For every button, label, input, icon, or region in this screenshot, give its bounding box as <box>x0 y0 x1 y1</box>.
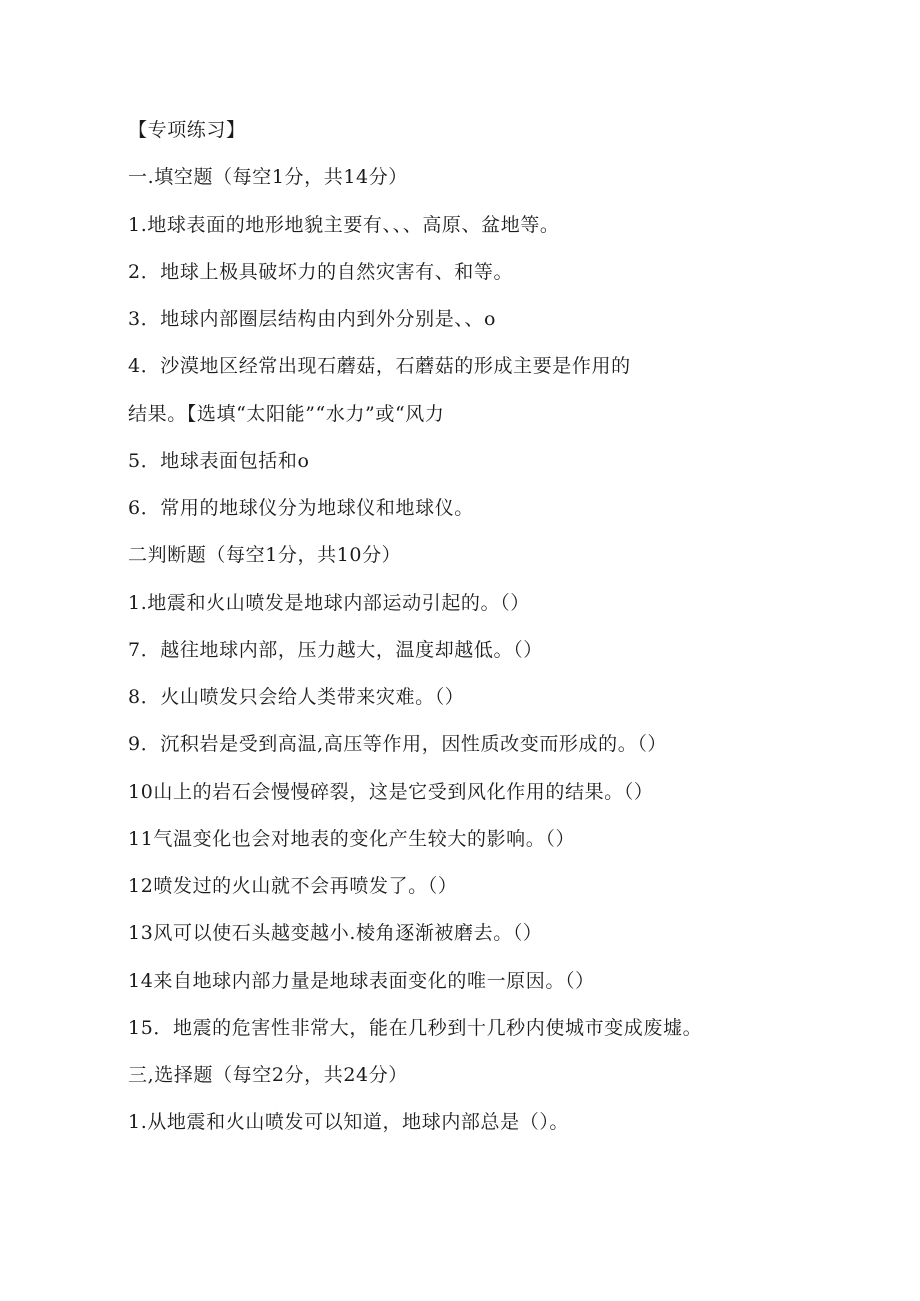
true-false-question-12: 12喷发过的火山就不会再喷发了。（） <box>128 875 458 897</box>
true-false-question-10: 10山上的岩石会慢慢碎裂，这是它受到风化作用的结果。（） <box>128 781 654 803</box>
true-false-question-9: 9．沉积岩是受到高温,高压等作用，因性质改变而形成的。（） <box>128 733 668 755</box>
true-false-question-15: 15．地震的危害性非常大，能在几秒到十几秒内使城市变成废墟。 <box>128 1017 703 1039</box>
true-false-question-1: 1.地震和火山喷发是地球内部运动引起的。（） <box>128 592 530 614</box>
true-false-question-11: 11气温变化也会对地表的变化产生较大的影响。（） <box>128 828 576 850</box>
true-false-question-14: 14来自地球内部力量是地球表面变化的唯一原因。（） <box>128 970 595 992</box>
fill-blank-question-2: 2．地球上极具破坏力的自然灾害有、和等。 <box>128 261 514 283</box>
true-false-question-7: 7．越往地球内部，压力越大，温度却越低。（） <box>128 639 543 661</box>
section-1-title: 一.填空题（每空1分，共14分） <box>128 166 408 188</box>
fill-blank-question-3: 3．地球内部圈层结构由内到外分别是、、o <box>128 308 497 330</box>
true-false-question-8: 8．火山喷发只会给人类带来灾难。（） <box>128 686 465 708</box>
document-heading: 【专项练习】 <box>128 119 246 141</box>
multiple-choice-question-1: 1.从地震和火山喷发可以知道，地球内部总是（）。 <box>128 1111 570 1133</box>
fill-blank-question-1: 1.地球表面的地形地貌主要有、、、高原、盆地等。 <box>128 214 560 236</box>
section-2-title: 二判断题（每空1分，共10分） <box>128 544 402 566</box>
fill-blank-question-4: 4．沙漠地区经常出现石蘑菇，石蘑菇的形成主要是作用的 <box>128 355 631 377</box>
true-false-question-13: 13风可以使石头越变越小.棱角逐渐被磨去。（） <box>128 922 543 944</box>
fill-blank-question-4-continued: 结果。【选填“太阳能”“水力”或“风力 <box>128 403 445 425</box>
fill-blank-question-6: 6．常用的地球仪分为地球仪和地球仪。 <box>128 497 474 519</box>
fill-blank-question-5: 5．地球表面包括和o <box>128 450 310 472</box>
section-3-title: 三,选择题（每空2分，共24分） <box>128 1064 408 1086</box>
